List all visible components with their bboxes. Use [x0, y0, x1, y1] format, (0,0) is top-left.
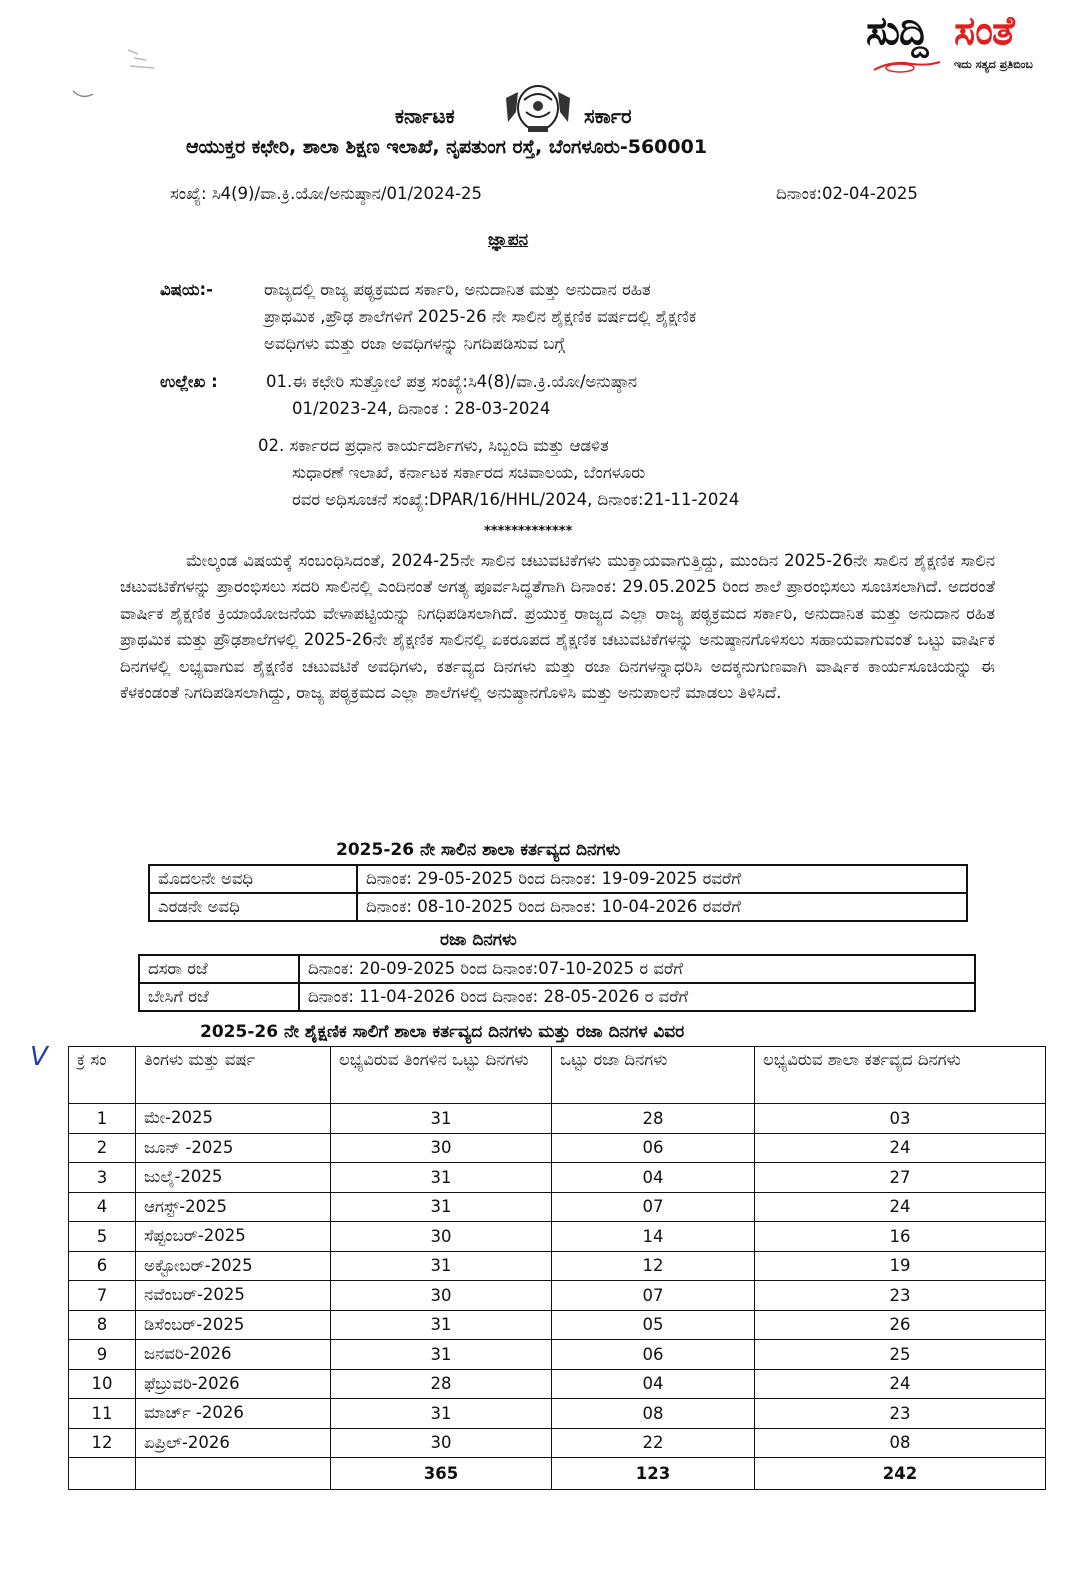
working-days-cell: 23	[755, 1281, 1046, 1311]
totals-blank-cell	[69, 1458, 136, 1490]
serial-cell: 12	[69, 1428, 136, 1458]
reference-1-line-1: 01.ಈ ಕಛೇರಿ ಸುತ್ತೋಲೆ ಪತ್ರ ಸಂಖ್ಯೆ:ಸಿ4(8)/ವಾ.ಕ್ರಿ.ಯೋ/ಅನುಷ್ಠಾನ	[266, 372, 638, 391]
table-row	[69, 1251, 1046, 1281]
total-days-cell: 31	[331, 1340, 552, 1370]
notice-title: ಜ್ಞಾಪನ	[488, 230, 529, 250]
month-cell: ಏಪ್ರಿಲ್-2026	[136, 1428, 331, 1458]
working-days-cell: 19	[755, 1251, 1046, 1281]
totals-row	[69, 1458, 1046, 1490]
working-days-cell: 24	[755, 1133, 1046, 1163]
holidays-cell: 06	[552, 1340, 755, 1370]
holidays-cell: 14	[552, 1222, 755, 1252]
subject-line-2: ಪ್ರಾಥಮಿಕ ,ಪ್ರೌಢ ಶಾಲೆಗಳಿಗೆ 2025-26 ನೇ ಸಾಲಿನ ಶೈಕ್ಷಣಿಕ ವರ್ಷದಲ್ಲಿ ಶೈಕ್ಷಣಿಕ	[264, 307, 697, 326]
holidays-table	[138, 954, 976, 1012]
month-cell: ಡಿಸೆಂಬರ್-2025	[136, 1310, 331, 1340]
table-row	[69, 1310, 1046, 1340]
holidays-cell: 06	[552, 1133, 755, 1163]
total-days-cell: 28	[331, 1369, 552, 1399]
serial-cell: 7	[69, 1281, 136, 1311]
month-cell: ನವೆಂಬರ್-2025	[136, 1281, 331, 1311]
table-row	[69, 1399, 1046, 1429]
serial-cell: 1	[69, 1104, 136, 1134]
table-row	[69, 1222, 1046, 1252]
total-days-cell: 30	[331, 1133, 552, 1163]
subject-line-1: ರಾಜ್ಯದಲ್ಲಿ ರಾಜ್ಯ ಪಠ್ಯಕ್ರಮದ ಸರ್ಕಾರಿ, ಅನುದಾನಿತ ಮತ್ತು ಅನುದಾನ ರಹಿತ	[264, 280, 651, 299]
working-days-cell: 03	[755, 1104, 1046, 1134]
working-days-cell: 24	[755, 1192, 1046, 1222]
totals-blank-cell	[136, 1458, 331, 1490]
holidays-cell: 05	[552, 1310, 755, 1340]
reference-number: ಸಂಖ್ಯೆ: ಸಿ4(9)/ವಾ.ಕ್ರಿ.ಯೋ/ಅನುಷ್ಠಾನ/01/2024-25	[170, 184, 482, 203]
period-name: ಎರಡನೇ ಅವಧಿ	[149, 893, 357, 921]
table-row	[69, 1163, 1046, 1193]
header-working-days: ಲಭ್ಯವಿರುವ ಶಾಲಾ ಕರ್ತವ್ಯದ ದಿನಗಳು	[755, 1047, 1046, 1104]
holiday-range: ದಿನಾಂಕ: 11-04-2026 ರಿಂದ ದಿನಾಂಕ: 28-05-2026 ರ ವರೆಗೆ	[299, 983, 975, 1011]
holidays-cell: 07	[552, 1281, 755, 1311]
total-days-cell: 30	[331, 1281, 552, 1311]
table-row	[69, 1340, 1046, 1370]
table-header-row	[69, 1047, 1046, 1104]
working-days-cell: 26	[755, 1310, 1046, 1340]
total-days-cell: 30	[331, 1428, 552, 1458]
period-range: ದಿನಾಂಕ: 29-05-2025 ರಿಂದ ದಿನಾಂಕ: 19-09-2025 ರವರೆಗೆ	[357, 865, 967, 893]
car-swoosh-icon	[872, 58, 942, 74]
working-days-title: 2025-26 ನೇ ಸಾಲಿನ ಶಾಲಾ ಕರ್ತವ್ಯದ ದಿನಗಳು	[336, 840, 621, 860]
summary-title: 2025-26 ನೇ ಶೈಕ್ಷಣಿಕ ಸಾಲಿಗೆ ಶಾಲಾ ಕರ್ತವ್ಯದ ದಿನಗಳು ಮತ್ತು ರಜಾ ದಿನಗಳ ವಿವರ	[200, 1022, 685, 1042]
serial-cell: 5	[69, 1222, 136, 1252]
reference-2-line-3: ರವರ ಅಧಿಸೂಚನೆ ಸಂಖ್ಯೆ:DPAR/16/HHL/2024, ದಿನಾಂಕ:21-11-2024	[292, 490, 740, 509]
reference-2-line-1: 02. ಸರ್ಕಾರದ ಪ್ರಧಾನ ಕಾರ್ಯದರ್ಶಿಗಳು, ಸಿಬ್ಬಂದಿ ಮತ್ತು ಆಡಳಿತ	[258, 436, 609, 455]
header-left-title: ಕರ್ನಾಟಕ	[395, 104, 455, 128]
table-row	[69, 1369, 1046, 1399]
holidays-cell: 04	[552, 1163, 755, 1193]
table-row	[149, 865, 967, 893]
subject-line-3: ಅವಧಿಗಳು ಮತ್ತು ರಜಾ ಅವಧಿಗಳನ್ನು ನಿಗದಿಪಡಿಸುವ ಬಗ್ಗೆ	[264, 334, 565, 353]
reference-2-line-2: ಸುಧಾರಣೆ ಇಲಾಖೆ, ಕರ್ನಾಟಕ ಸರ್ಕಾರದ ಸಚಿವಾಲಯ, ಬೆಂಗಳೂರು	[292, 463, 646, 482]
serial-cell: 11	[69, 1399, 136, 1429]
references-label: ಉಲ್ಲೇಖ :	[160, 372, 218, 391]
handwritten-tick-mark: V	[30, 1042, 48, 1072]
table-row	[69, 1428, 1046, 1458]
period-range: ದಿನಾಂಕ: 08-10-2025 ರಿಂದ ದಿನಾಂಕ: 10-04-2026 ರವರೆಗೆ	[357, 893, 967, 921]
grand-total-holidays: 123	[552, 1458, 755, 1490]
office-address: ಆಯುಕ್ತರ ಕಛೇರಿ, ಶಾಲಾ ಶಿಕ್ಷಣ ಇಲಾಖೆ, ನೃಪತುಂಗ ರಸ್ತೆ, ಬೆಂಗಳೂರು-560001	[186, 136, 708, 158]
document-date: ದಿನಾಂಕ:02-04-2025	[776, 184, 918, 203]
period-name: ಮೊದಲನೇ ಅವಧಿ	[149, 865, 357, 893]
holidays-cell: 07	[552, 1192, 755, 1222]
table-row	[69, 1133, 1046, 1163]
working-days-table	[148, 864, 968, 922]
month-cell: ಜನವರಿ-2026	[136, 1340, 331, 1370]
separator-stars: *************	[484, 524, 573, 539]
scan-speck-mark	[124, 44, 164, 74]
month-cell: ಜುಲೈ-2025	[136, 1163, 331, 1193]
holiday-name: ಬೇಸಿಗೆ ರಜೆ	[139, 983, 299, 1011]
holidays-cell: 22	[552, 1428, 755, 1458]
month-cell: ಮಾರ್ಚ್ -2026	[136, 1399, 331, 1429]
state-emblem-icon	[502, 82, 574, 134]
working-days-cell: 27	[755, 1163, 1046, 1193]
masthead-word2: ಸಂತೆ	[954, 8, 1014, 54]
header-holidays: ಒಟ್ಟು ರಜಾ ದಿನಗಳು	[552, 1047, 755, 1104]
reference-1-line-2: 01/2023-24, ದಿನಾಂಕ : 28-03-2024	[292, 399, 551, 418]
table-row	[139, 983, 975, 1011]
table-row	[69, 1192, 1046, 1222]
month-cell: ಮೇ-2025	[136, 1104, 331, 1134]
header-serial: ಕ್ರ ಸಂ	[69, 1047, 136, 1104]
month-cell: ಜೂನ್ -2025	[136, 1133, 331, 1163]
serial-cell: 10	[69, 1369, 136, 1399]
table-row	[139, 955, 975, 983]
month-cell: ಫೆಬ್ರುವರಿ-2026	[136, 1369, 331, 1399]
body-paragraph: ಮೇಲ್ಕಂಡ ವಿಷಯಕ್ಕೆ ಸಂಬಂಧಿಸಿದಂತೆ, 2024-25ನೇ ಸಾಲಿನ ಚಟುವಟಿಕೆಗಳು ಮುಕ್ತಾಯವಾಗುತ್ತಿದ್ದು, ಮುಂದಿನ 2025-26ನೇ ಸಾಲಿನ ಶೈಕ್ಷಣಿಕ ಸಾಲಿನ ಚಟುವಟಿಕೆಗಳನ್ನು ಪ್ರಾರಂಭಿಸಲು ಸದರಿ ಸಾಲಿನಲ್ಲಿ ಎಂದಿನಂತೆ ಅಗತ್ಯ ಪೂರ್ವಸಿದ್ಧತೆಗಾಗಿ ದಿನಾಂಕ: 29.05.2025 ರಿಂದ ಶಾಲೆ ಪ್ರಾರಂಭಿಸಲು ಸೂಚಿಸಲಾಗಿದೆ. ಅದರಂತೆ ವಾರ್ಷಿಕ ಶೈಕ್ಷಣಿಕ ಕ್ರಿಯಾಯೋಜನೆಯ ವೇಳಾಪಟ್ಟಿಯನ್ನು ನಿಗಧಿಪಡಿಸಲಾಗಿದೆ. ಪ್ರಯುಕ್ತ ರಾಜ್ಯದ ಎಲ್ಲಾ ರಾಜ್ಯ ಪಠ್ಯಕ್ರಮದ ಸರ್ಕಾರಿ, ಅನುದಾನಿತ ಮತ್ತು ಅನುದಾನ ರಹಿತ ಪ್ರಾಥಮಿಕ ಮತ್ತು ಪ್ರೌಢಶಾಲೆಗಳಲ್ಲಿ 2025-26ನೇ ಶೈಕ್ಷಣಿಕ ಸಾಲಿನಲ್ಲಿ ಏಕರೂಪದ ಶೈಕ್ಷಣಿಕ ಚಟುವಟಿಕೆಗಳನ್ನು ಅನುಷ್ಠಾನಗೊಳಿಸಲು ಸಹಾಯವಾಗುವಂತೆ ಒಟ್ಟು ವಾರ್ಷಿಕ ದಿನಗಳಲ್ಲಿ ಲಭ್ಯವಾಗುವ ಶೈಕ್ಷಣಿಕ ಚಟುವಟಿಕೆ ಅವಧಿಗಳು, ಕರ್ತವ್ಯದ ದಿನಗಳು ಮತ್ತು ರಜಾ ದಿನಗಳನ್ನಾಧರಿಸಿ ಅದಕ್ಕನುಗುಣವಾಗಿ ವಾರ್ಷಿಕ ಕಾರ್ಯಸೂಚಿಯನ್ನು ಈ ಕೆಳಕಂಡಂತೆ ನಿಗದಿಪಡಿಸಲಾಗಿದ್ದು, ರಾಜ್ಯ ಪಠ್ಯಕ್ರಮದ ಎಲ್ಲಾ ಶಾಲೆಗಳಲ್ಲಿ ಅನುಷ್ಠಾನಗೊಳಿಸಿ ಮತ್ತು ಅನುಪಾಲನೆ ಮಾಡಲು ತಿಳಿಸಿದೆ.	[120, 551, 995, 703]
scan-curve-mark	[72, 88, 94, 100]
subject-label: ವಿಷಯ:-	[160, 280, 213, 299]
header-total-days: ಲಭ್ಯವಿರುವ ತಿಂಗಳಿನ ಒಟ್ಟು ದಿನಗಳು	[331, 1047, 552, 1104]
working-days-cell: 16	[755, 1222, 1046, 1252]
grand-total-working: 242	[755, 1458, 1046, 1490]
month-cell: ಅಕ್ಟೋಬರ್-2025	[136, 1251, 331, 1281]
grand-total-days: 365	[331, 1458, 552, 1490]
total-days-cell: 31	[331, 1399, 552, 1429]
table-row	[149, 893, 967, 921]
masthead-word1: ಸುದ್ದಿ	[866, 8, 928, 54]
header-month: ತಿಂಗಳು ಮತ್ತು ವರ್ಷ	[136, 1047, 331, 1104]
masthead-tagline: ಇದು ಸತ್ಯದ ಪ್ರತಿಬಿಂಬ	[954, 58, 1033, 71]
summary-table	[68, 1046, 1046, 1490]
total-days-cell: 31	[331, 1192, 552, 1222]
holidays-cell: 12	[552, 1251, 755, 1281]
serial-cell: 8	[69, 1310, 136, 1340]
serial-cell: 3	[69, 1163, 136, 1193]
header-right-title: ಸರ್ಕಾರ	[584, 104, 632, 128]
holidays-cell: 08	[552, 1399, 755, 1429]
holidays-cell: 04	[552, 1369, 755, 1399]
serial-cell: 2	[69, 1133, 136, 1163]
serial-cell: 9	[69, 1340, 136, 1370]
holidays-title: ರಜಾ ದಿನಗಳು	[440, 930, 517, 950]
working-days-cell: 08	[755, 1428, 1046, 1458]
table-row	[69, 1281, 1046, 1311]
table-row	[69, 1104, 1046, 1134]
working-days-cell: 24	[755, 1369, 1046, 1399]
masthead-logo	[866, 8, 1066, 78]
total-days-cell: 31	[331, 1104, 552, 1134]
holidays-cell: 28	[552, 1104, 755, 1134]
total-days-cell: 31	[331, 1163, 552, 1193]
total-days-cell: 30	[331, 1222, 552, 1252]
holiday-range: ದಿನಾಂಕ: 20-09-2025 ರಿಂದ ದಿನಾಂಕ:07-10-2025 ರ ವರೆಗೆ	[299, 955, 975, 983]
month-cell: ಆಗಸ್ಟ್-2025	[136, 1192, 331, 1222]
working-days-cell: 25	[755, 1340, 1046, 1370]
total-days-cell: 31	[331, 1251, 552, 1281]
month-cell: ಸೆಪ್ಟಂಬರ್-2025	[136, 1222, 331, 1252]
total-days-cell: 31	[331, 1310, 552, 1340]
holiday-name: ದಸರಾ ರಜೆ	[139, 955, 299, 983]
serial-cell: 4	[69, 1192, 136, 1222]
working-days-cell: 23	[755, 1399, 1046, 1429]
serial-cell: 6	[69, 1251, 136, 1281]
